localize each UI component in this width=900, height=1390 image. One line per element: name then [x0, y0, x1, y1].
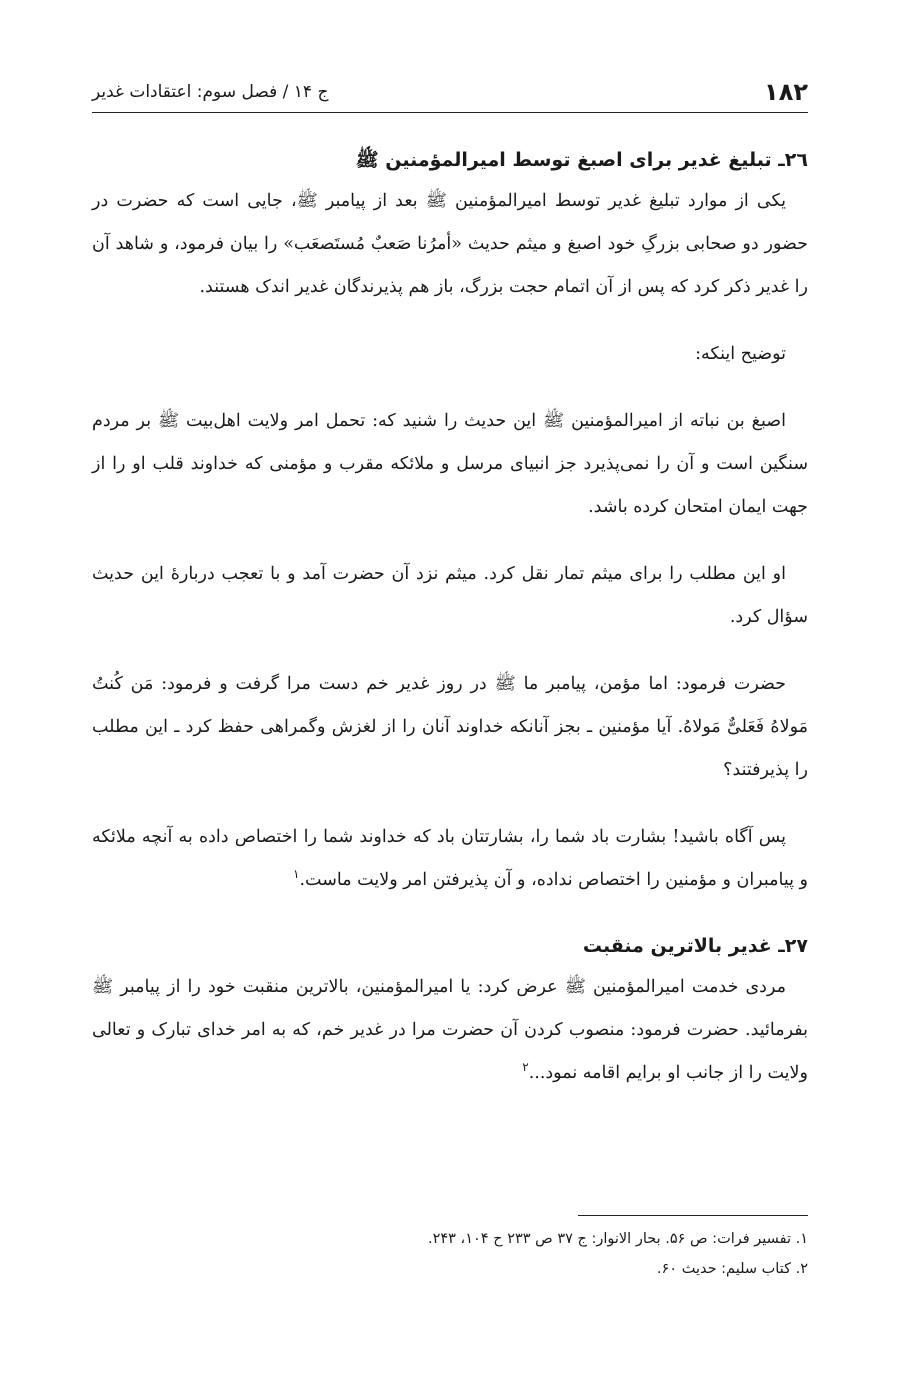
main-text	[92, 140, 808, 1119]
section-title-26: ۲٦ـ تبلیغ غدیر برای اصبغ توسط امیرالمؤمنین ﷺ	[355, 149, 808, 171]
paragraph: توضیح اینکه:	[695, 344, 786, 364]
running-head: ج ۱۴ / فصل سوم: اعتقادات غدیر	[92, 82, 329, 102]
paragraph-with-note	[92, 816, 808, 902]
paragraph: حضرت فرمود: اما مؤمن، پیامبر ما ﷺ در روز غدیر خم دست مرا گرفت و فرمود: مَن کُنتُ مَولاهُ فَعَلیٌّ مَولاهُ. آیا مؤمنین ـ بجز آنانکه خداوند آنان را از لغزش وگمراهی حفظ کرد ـ این مطلب را پذیرفتند؟	[92, 674, 808, 780]
footnote: ۱. تفسیر فرات: ص ۵۶. بحار الانوار: ج ۳۷ ص ۲۳۳ ح ۱۰۴، ۲۴۳.	[427, 1231, 808, 1247]
paragraph-text: مردی خدمت امیرالمؤمنین ﷺ عرض کرد: یا امیرالمؤمنین، بالاترین منقبت خود را از پیامبر ﷺ بفرمائید. حضرت فرمود: منصوب کردن آن حضرت مرا در غدیر خم، که به امر خدای تبارک و تعالی ولایت را از جانب او برایم اقامه نمود...	[92, 977, 808, 1083]
page-number: ۱۸۲	[764, 78, 808, 106]
footnote-divider	[578, 1215, 808, 1216]
footnotes	[92, 1215, 808, 1284]
section-title-27: ۲۷ـ غدیر بالاترین منقبت	[582, 935, 808, 957]
page-header	[92, 72, 808, 113]
paragraph: او این مطلب را برای میثم تمار نقل کرد. میثم نزد آن حضرت آمد و با تعجب دربارۀ این حدیث سؤال کرد.	[92, 564, 808, 627]
paragraph-with-note	[92, 966, 808, 1095]
paragraph-text: پس آگاه باشید! بشارت باد شما را، بشارتتان باد که خداوند شما را اختصاص داده به آنچه ملائکه و پیامبران و مؤمنین را اختصاص نداده، و آن پذیرفتن امر ولایت ماست.	[92, 827, 808, 890]
footnote-marker[interactable]: ۱	[293, 867, 300, 882]
paragraph: یکی از موارد تبلیغ غدیر توسط امیرالمؤمنین ﷺ بعد از پیامبر ﷺ، جایی است که حضرت در حضور دو صحابی بزرگِ خود اصبغ و میثم حدیث «أمرُنا صَعبٌ مُستَصعَب» را بیان فرمود، و شاهد آن را غدیر ذکر کرد که پس از آن اتمام حجت بزرگ، باز هم پذیرندگان غدیر اندک هستند.	[92, 191, 808, 297]
footnote: ۲. کتاب سلیم: حدیث ۶۰.	[656, 1261, 808, 1277]
paragraph: اصبغ بن نباته از امیرالمؤمنین ﷺ این حدیث را شنید که: تحمل امر ولایت اهل‌بیت ﷺ بر مردم سنگین است و آن را نمی‌پذیرد جز انبیای مرسل و ملائکه مقرب و مؤمنی که خداوند قلب او را از جهت ایمان امتحان کرده باشد.	[92, 411, 808, 517]
footnote-marker[interactable]: ۲	[522, 1060, 529, 1075]
